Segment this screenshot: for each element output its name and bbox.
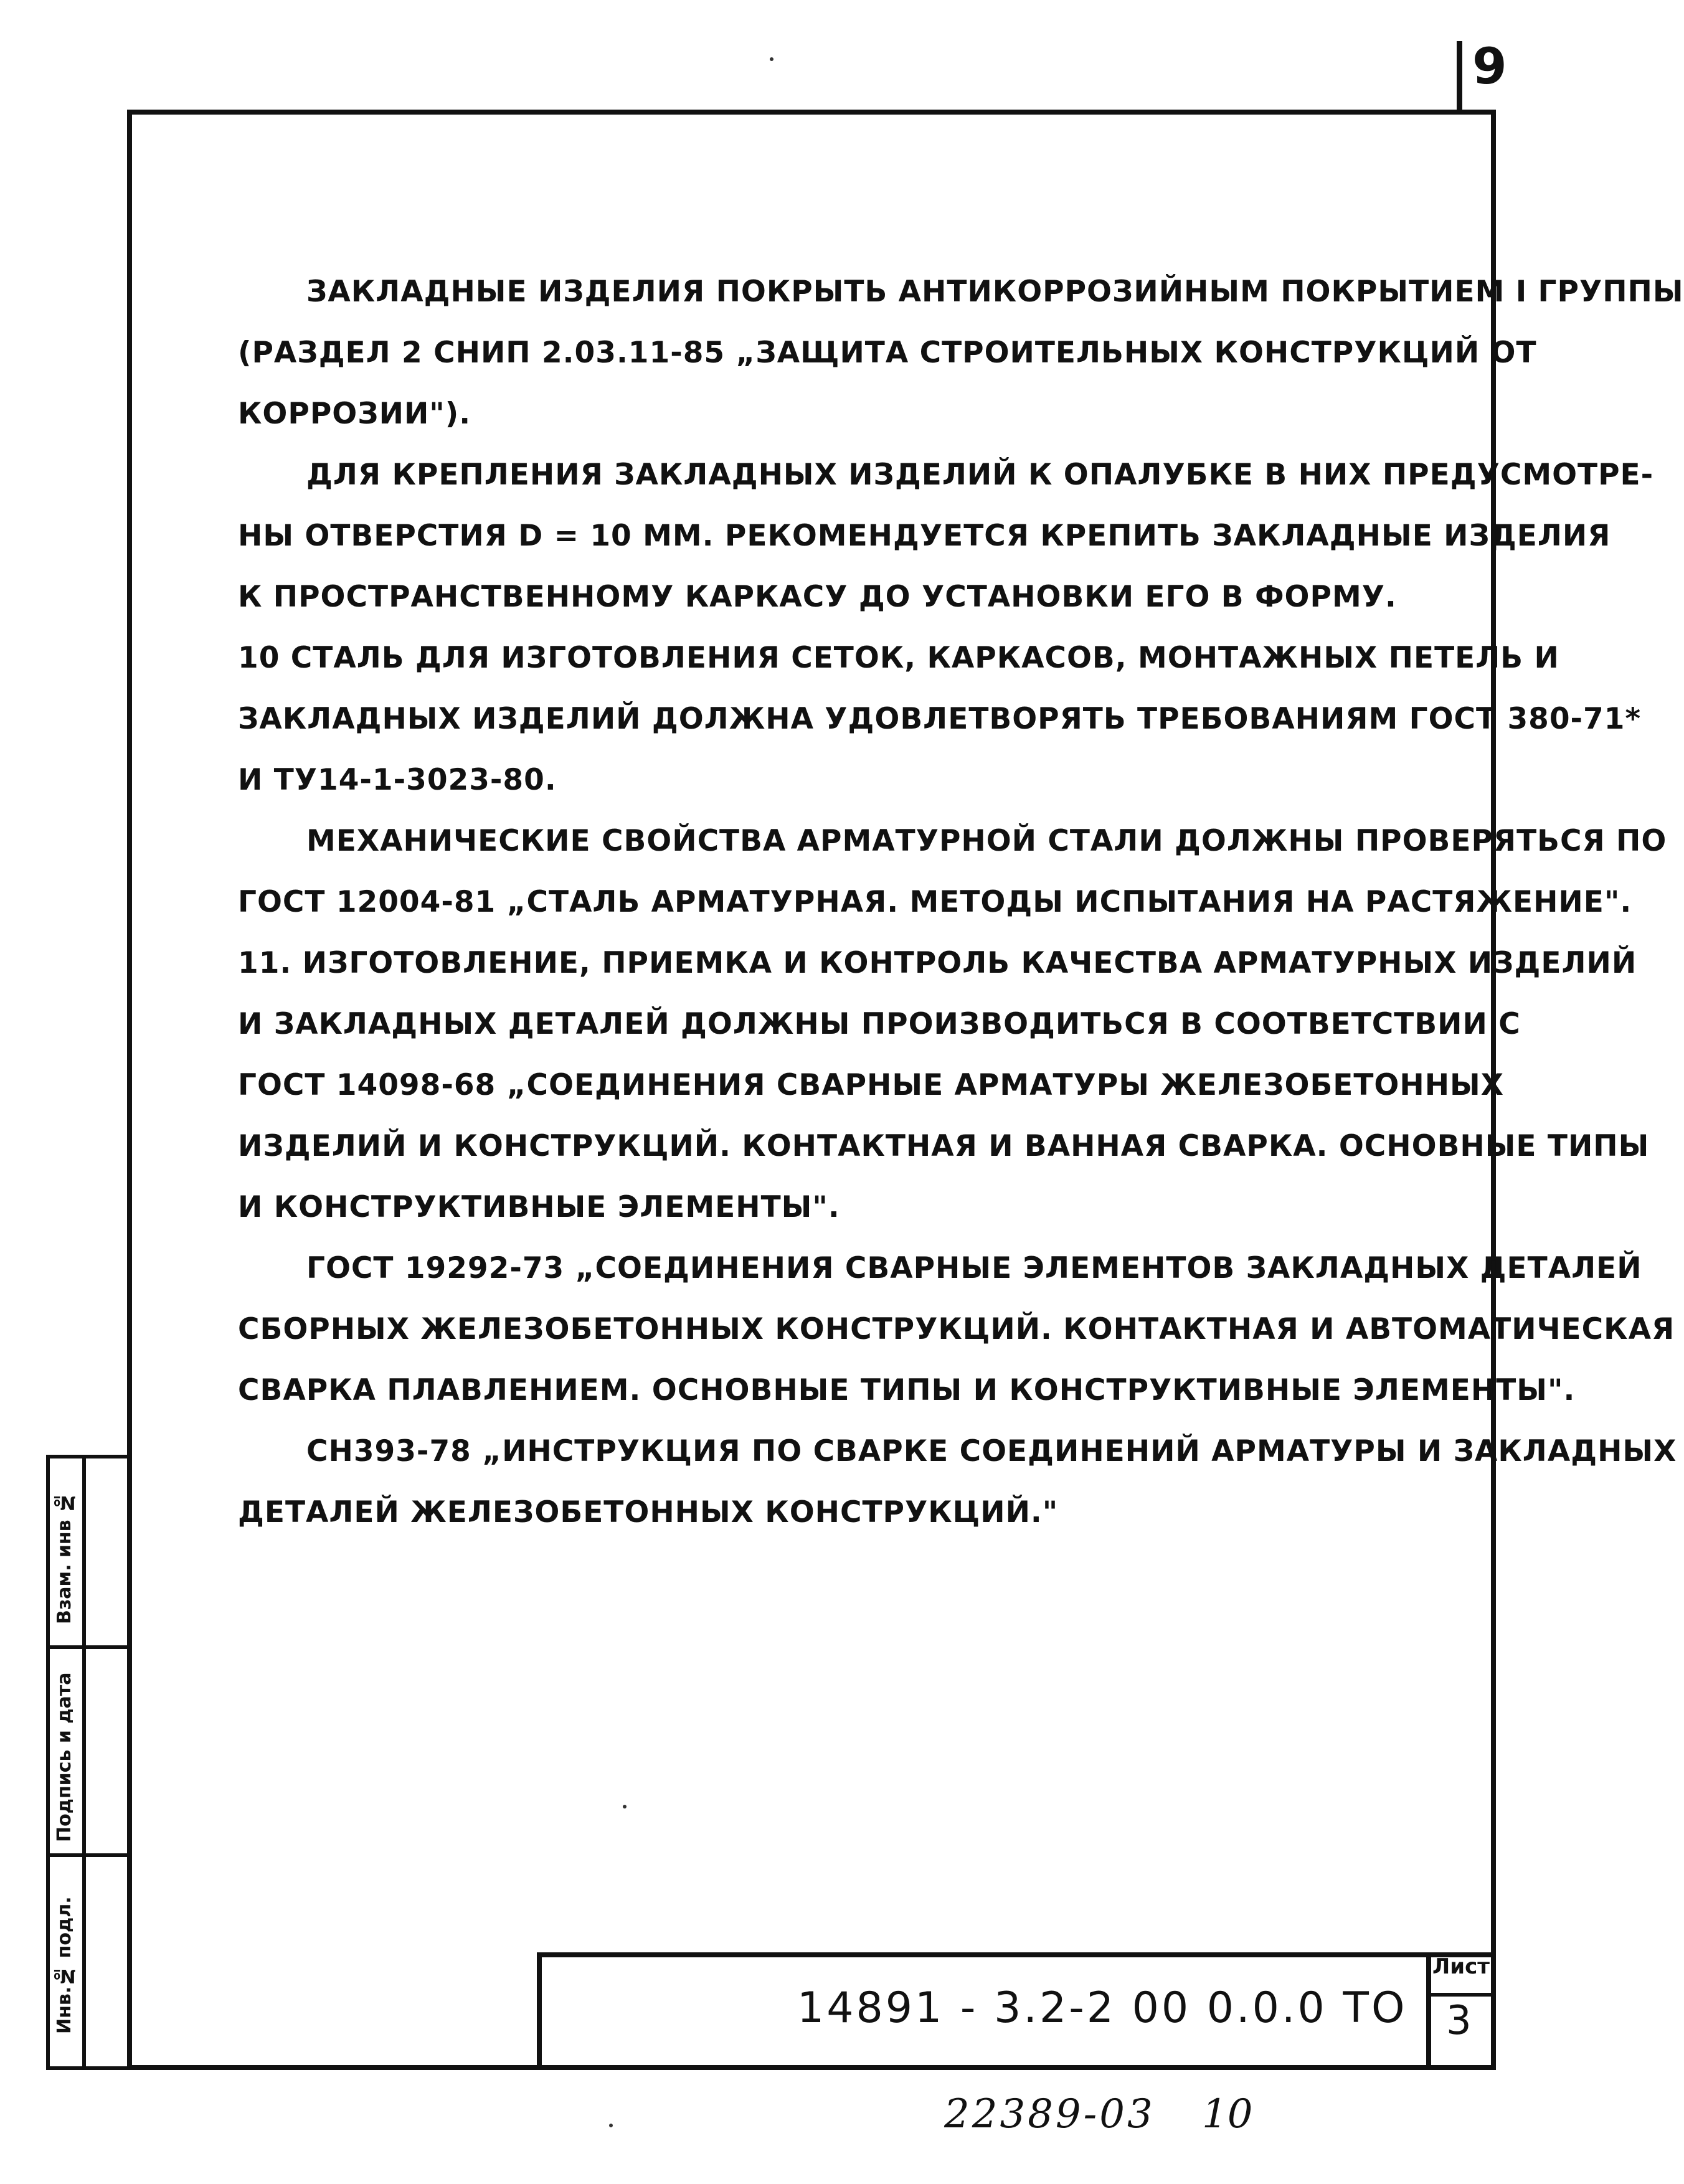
text-line: ЗАКЛАДНЫХ ИЗДЕЛИЙ ДОЛЖНА УДОВЛЕТВОРЯТЬ ТРЕБОВАНИЯМ ГОСТ 380-71*: [238, 702, 1642, 736]
text-line: СН393-78 „ИНСТРУКЦИЯ ПО СВАРКЕ СОЕДИНЕНИЙ АРМАТУРЫ И ЗАКЛАДНЫХ: [306, 1434, 1677, 1468]
sheet-cell-divider: [1426, 1993, 1496, 1997]
text-line: ДЛЯ КРЕПЛЕНИЯ ЗАКЛАДНЫХ ИЗДЕЛИЙ К ОПАЛУБКЕ В НИХ ПРЕДУСМОТРЕ-: [306, 458, 1654, 492]
text-line: ИЗДЕЛИЙ И КОНСТРУКЦИЙ. КОНТАКТНАЯ И ВАННАЯ СВАРКА. ОСНОВНЫЕ ТИПЫ: [238, 1129, 1650, 1163]
text-line: И КОНСТРУКТИВНЫЕ ЭЛЕМЕНТЫ".: [238, 1190, 840, 1224]
vzam-inv-label: Взам. инв №: [54, 1491, 75, 1624]
text-line: МЕХАНИЧЕСКИЕ СВОЙСТВА АРМАТУРНОЙ СТАЛИ ДОЛЖНЫ ПРОВЕРЯТЬСЯ ПО: [306, 824, 1667, 858]
archive-number: 22389-03: [944, 2091, 1155, 2137]
text-line: К ПРОСТРАНСТВЕННОМУ КАРКАСУ ДО УСТАНОВКИ ЕГО В ФОРМУ.: [238, 580, 1397, 614]
page-number: 9: [1472, 37, 1507, 95]
podpis-data-label: Подпись и дата: [54, 1672, 75, 1843]
text-line: ДЕТАЛЕЙ ЖЕЛЕЗОБЕТОННЫХ КОНСТРУКЦИЙ.": [238, 1495, 1059, 1529]
side-stamp-divider: [50, 1645, 127, 1649]
text-line: КОРРОЗИИ").: [238, 397, 471, 431]
text-line: ГОСТ 19292-73 „СОЕДИНЕНИЯ СВАРНЫЕ ЭЛЕМЕНТОВ ЗАКЛАДНЫХ ДЕТАЛЕЙ: [306, 1251, 1642, 1285]
text-line: ГОСТ 12004-81 „СТАЛЬ АРМАТУРНАЯ. МЕТОДЫ ИСПЫТАНИЯ НА РАСТЯЖЕНИЕ".: [238, 885, 1632, 919]
text-line: 11. ИЗГОТОВЛЕНИЕ, ПРИЕМКА И КОНТРОЛЬ КАЧЕСТВА АРМАТУРНЫХ ИЗДЕЛИЙ: [238, 946, 1637, 980]
text-line: ЗАКЛАДНЫЕ ИЗДЕЛИЯ ПОКРЫТЬ АНТИКОРРОЗИЙНЫМ ПОКРЫТИЕМ I ГРУППЫ: [306, 275, 1684, 309]
text-line: СБОРНЫХ ЖЕЛЕЗОБЕТОННЫХ КОНСТРУКЦИЙ. КОНТАКТНАЯ И АВТОМАТИЧЕСКАЯ: [238, 1312, 1675, 1346]
scan-speck: [623, 1805, 627, 1808]
scan-speck: [770, 57, 773, 61]
text-line: 10 СТАЛЬ ДЛЯ ИЗГОТОВЛЕНИЯ СЕТОК, КАРКАСОВ, МОНТАЖНЫХ ПЕТЕЛЬ И: [238, 641, 1559, 675]
text-line: НЫ ОТВЕРСТИЯ D = 10 ММ. РЕКОМЕНДУЕТСЯ КРЕПИТЬ ЗАКЛАДНЫЕ ИЗДЕЛИЯ: [238, 519, 1611, 553]
body-text: [238, 262, 1684, 1543]
side-stamp-divider: [50, 1853, 127, 1857]
text-line: И ТУ14-1-3023-80.: [238, 763, 557, 797]
text-line: СВАРКА ПЛАВЛЕНИЕМ. ОСНОВНЫЕ ТИПЫ И КОНСТРУКТИВНЫЕ ЭЛЕМЕНТЫ".: [238, 1373, 1576, 1407]
copy-number: 10: [1202, 2091, 1253, 2137]
text-line: (РАЗДЕЛ 2 СНИП 2.03.11-85 „ЗАЩИТА СТРОИТЕЛЬНЫХ КОНСТРУКЦИЙ ОТ: [238, 336, 1537, 370]
document-code: 14891 - 3.2-2 00 0.0.0 ТО: [797, 1983, 1407, 2033]
page-number-bar: [1457, 41, 1462, 111]
sheet-label: Лист: [1432, 1954, 1490, 1979]
side-stamp: [46, 1455, 127, 2070]
inv-podl-label: Инв.№ подл.: [54, 1896, 75, 2035]
text-line: ГОСТ 14098-68 „СОЕДИНЕНИЯ СВАРНЫЕ АРМАТУРЫ ЖЕЛЕЗОБЕТОННЫХ: [238, 1068, 1504, 1102]
scan-speck: [609, 2124, 613, 2127]
sheet-number: 3: [1446, 1998, 1472, 2044]
text-line: И ЗАКЛАДНЫХ ДЕТАЛЕЙ ДОЛЖНЫ ПРОИЗВОДИТЬСЯ В СООТВЕТСТВИИ С: [238, 1007, 1521, 1041]
